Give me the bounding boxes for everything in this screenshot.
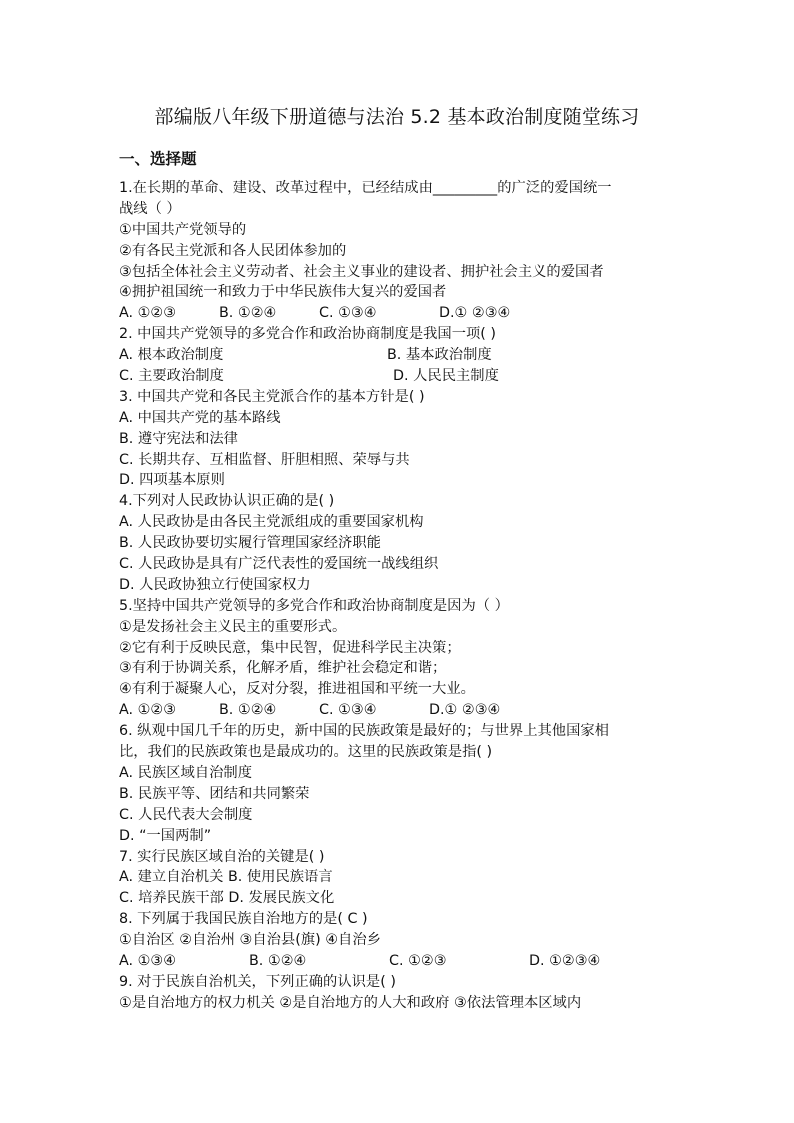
question-6-option-d: D. “一国两制”	[119, 827, 212, 844]
question-5-stem: 5.坚持中国共产党领导的多党合作和政治协商制度是因为（ ）	[119, 597, 509, 614]
question-9-stem: 9. 对于民族自治机关，下列正确的认识是( )	[119, 973, 396, 990]
question-1-statement-4: ④拥护祖国统一和致力于中华民族伟大复兴的爱国者	[119, 284, 447, 301]
option-b: B. ①②④	[249, 952, 307, 969]
option-d: D. 人民民主制度	[393, 368, 499, 385]
question-8-options	[119, 951, 679, 972]
question-6-option-a: A. 民族区域自治制度	[119, 764, 252, 781]
question-6-stem-cont: 比，我们的民族政策也是最成功的。这里的民族政策是指( )	[119, 744, 493, 761]
question-5-statement-2: ②它有利于反映民意，集中民智，促进科学民主决策；	[119, 639, 461, 656]
question-7-options-cd: C. 培养民族干部 D. 发展民族文化	[119, 890, 335, 907]
question-list	[119, 178, 679, 1014]
option-d: D.① ②③④	[429, 702, 501, 719]
question-1-statement-3: ③包括全体社会主义劳动者、社会主义事业的建设者、拥护社会主义的爱国者	[119, 263, 604, 280]
question-1-stem: 1.在长期的革命、建设、改革过程中，已经结成由_________的广泛的爱国统一	[119, 180, 612, 196]
question-5-statement-3: ③有利于协调关系，化解矛盾，维护社会稳定和谐；	[119, 660, 447, 677]
question-4-option-b: B. 人民政协要切实履行管理国家经济职能	[119, 535, 381, 552]
question-4-option-c: C. 人民政协是具有广泛代表性的爱国统一战线组织	[119, 556, 439, 573]
question-1-statement-1: ①中国共产党领导的	[119, 221, 247, 238]
question-8-stem: 8. 下列属于我国民族自治地方的是( C )	[119, 911, 368, 928]
section-heading: 一、选择题	[119, 150, 197, 168]
option-d: D.① ②③④	[439, 305, 511, 322]
question-3-option-b: B. 遵守宪法和法律	[119, 430, 238, 447]
option-a: A. ①②③	[119, 305, 177, 322]
option-b: B. 基本政治制度	[387, 347, 492, 364]
option-b: B. ①②④	[219, 702, 277, 719]
question-7-options-ab: A. 建立自治机关 B. 使用民族语言	[119, 869, 333, 886]
option-c: C. 主要政治制度	[119, 368, 224, 385]
question-2-options-ab	[119, 345, 679, 366]
option-a: A. ①③④	[119, 952, 177, 969]
question-8-items: ①自治区 ②自治州 ③自治县(旗) ④自治乡	[119, 932, 381, 949]
question-1-options	[119, 303, 679, 324]
question-1-statement-2: ②有各民主党派和各人民团体参加的	[119, 242, 347, 259]
option-a: A. ①②③	[119, 702, 177, 719]
question-5-options	[119, 700, 679, 721]
question-2-stem: 2. 中国共产党领导的多党合作和政治协商制度是我国一项( )	[119, 326, 497, 343]
question-5-statement-4: ④有利于凝聚人心，反对分裂，推进祖国和平统一大业。	[119, 681, 475, 698]
question-6-option-b: B. 民族平等、团结和共同繁荣	[119, 785, 310, 802]
question-2-options-cd	[119, 366, 679, 387]
question-4-option-d: D. 人民政协独立行使国家权力	[119, 576, 311, 593]
question-4-stem: 4.下列对人民政协认识正确的是( )	[119, 493, 335, 510]
option-b: B. ①②④	[219, 305, 277, 322]
option-c: C. ①③④	[319, 305, 377, 322]
option-c: C. ①②③	[389, 952, 447, 969]
question-9-statements: ①是自治地方的权力机关 ②是自治地方的人大和政府 ③依法管理本区域内	[119, 994, 582, 1011]
question-5-statement-1: ①是发扬社会主义民主的重要形式。	[119, 618, 347, 635]
option-c: C. ①③④	[319, 702, 377, 719]
option-a: A. 根本政治制度	[119, 347, 224, 364]
question-1-stem-cont: 战线（ ）	[119, 200, 181, 217]
question-7-stem: 7. 实行民族区域自治的关键是( )	[119, 848, 325, 865]
question-3-option-d: D. 四项基本原则	[119, 472, 225, 489]
question-6-option-c: C. 人民代表大会制度	[119, 806, 253, 823]
question-3-stem: 3. 中国共产党和各民主党派合作的基本方针是( )	[119, 388, 425, 405]
question-3-option-c: C. 长期共存、互相监督、肝胆相照、荣辱与共	[119, 451, 410, 468]
question-4-option-a: A. 人民政协是由各民主党派组成的重要国家机构	[119, 514, 424, 531]
page-title: 部编版八年级下册道德与法治 5.2 基本政治制度随堂练习	[154, 106, 640, 128]
question-3-option-a: A. 中国共产党的基本路线	[119, 409, 281, 426]
question-6-stem: 6. 纵观中国几千年的历史，新中国的民族政策是最好的；与世界上其他国家相	[119, 723, 609, 740]
option-d: D. ①②③④	[529, 952, 601, 969]
